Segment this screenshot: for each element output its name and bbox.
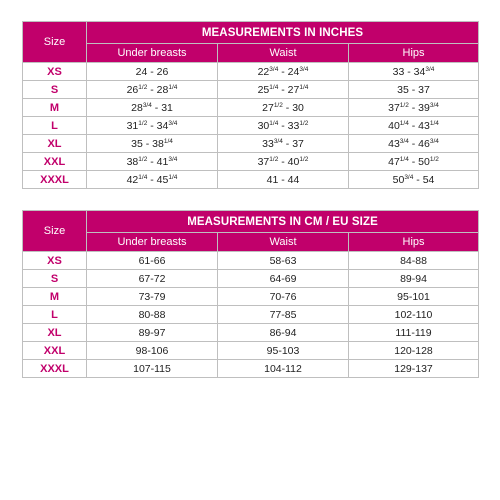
waist-cell: 86-94	[218, 324, 349, 342]
hips-cell: $50^{3/4} - 54$	[349, 171, 479, 189]
waist-cell: $25^{1/4} - 27^{1/4}$	[218, 81, 349, 99]
hips-cell: 111-119	[349, 324, 479, 342]
size-column-header: Size	[23, 22, 87, 63]
under-breasts-cell: $38^{1/2} - 41^{3/4}$	[87, 153, 218, 171]
table-row	[23, 135, 479, 153]
waist-header: Waist	[218, 44, 349, 63]
table-row	[23, 81, 479, 99]
size-label: XXXL	[23, 360, 87, 378]
size-label: XS	[23, 252, 87, 270]
waist-cell: $30^{1/4} - 33^{1/2}$	[218, 117, 349, 135]
under-breasts-cell: 107-115	[87, 360, 218, 378]
waist-cell: 104-112	[218, 360, 349, 378]
hips-cell: $43^{3/4} - 46^{3/4}$	[349, 135, 479, 153]
under-breasts-cell: 89-97	[87, 324, 218, 342]
under-breasts-cell: $26^{1/2} - 28^{1/4}$	[87, 81, 218, 99]
table-row	[23, 153, 479, 171]
size-label: XL	[23, 135, 87, 153]
under-breasts-cell: $35 - 38^{1/4}$	[87, 135, 218, 153]
size-label: L	[23, 306, 87, 324]
size-label: XXXL	[23, 171, 87, 189]
under-breasts-header: Under breasts	[87, 233, 218, 252]
table-row	[23, 117, 479, 135]
cm-size-table	[22, 210, 479, 378]
size-label: XS	[23, 63, 87, 81]
size-label: S	[23, 270, 87, 288]
waist-cell: 77-85	[218, 306, 349, 324]
table-row	[23, 171, 479, 189]
inches-table-title: MEASUREMENTS IN INCHES	[87, 22, 479, 44]
size-label: XXL	[23, 342, 87, 360]
table-row	[23, 306, 479, 324]
hips-cell: 129-137	[349, 360, 479, 378]
table-row	[23, 99, 479, 117]
size-label: XL	[23, 324, 87, 342]
waist-cell: $33^{3/4} - 37$	[218, 135, 349, 153]
table-row	[23, 324, 479, 342]
table-row	[23, 360, 479, 378]
under-breasts-header: Under breasts	[87, 44, 218, 63]
hips-cell: $40^{1/4} - 43^{1/4}$	[349, 117, 479, 135]
under-breasts-cell: $42^{1/4} - 45^{1/4}$	[87, 171, 218, 189]
table-row	[23, 252, 479, 270]
table-row	[23, 63, 479, 81]
inches-table-body	[23, 63, 479, 189]
hips-header: Hips	[349, 233, 479, 252]
size-label: L	[23, 117, 87, 135]
cm-table-title: MEASUREMENTS IN CM / EU SIZE	[87, 211, 479, 233]
table-row	[23, 288, 479, 306]
waist-cell: 95-103	[218, 342, 349, 360]
under-breasts-cell: 80-88	[87, 306, 218, 324]
hips-cell: $33 - 34^{3/4}$	[349, 63, 479, 81]
table-row	[23, 342, 479, 360]
hips-cell: $37^{1/2} - 39^{3/4}$	[349, 99, 479, 117]
waist-cell: $37^{1/2} - 40^{1/2}$	[218, 153, 349, 171]
size-column-header: Size	[23, 211, 87, 252]
under-breasts-cell: 61-66	[87, 252, 218, 270]
size-label: M	[23, 288, 87, 306]
cm-table-body	[23, 252, 479, 378]
hips-cell: 102-110	[349, 306, 479, 324]
waist-cell: $22^{3/4} - 24^{3/4}$	[218, 63, 349, 81]
hips-cell: $47^{1/4} - 50^{1/2}$	[349, 153, 479, 171]
size-label: XXL	[23, 153, 87, 171]
under-breasts-cell: $31^{1/2} - 34^{3/4}$	[87, 117, 218, 135]
waist-cell: 64-69	[218, 270, 349, 288]
hips-cell: 84-88	[349, 252, 479, 270]
waist-cell: 41 - 44	[218, 171, 349, 189]
under-breasts-cell: 24 - 26	[87, 63, 218, 81]
under-breasts-cell: 98-106	[87, 342, 218, 360]
hips-cell: 35 - 37	[349, 81, 479, 99]
size-label: M	[23, 99, 87, 117]
waist-cell: $27^{1/2} - 30$	[218, 99, 349, 117]
waist-cell: 58-63	[218, 252, 349, 270]
inches-size-table	[22, 21, 479, 189]
table-row	[23, 270, 479, 288]
under-breasts-cell: $28^{3/4} - 31$	[87, 99, 218, 117]
under-breasts-cell: 73-79	[87, 288, 218, 306]
under-breasts-cell: 67-72	[87, 270, 218, 288]
waist-header: Waist	[218, 233, 349, 252]
hips-cell: 95-101	[349, 288, 479, 306]
hips-header: Hips	[349, 44, 479, 63]
waist-cell: 70-76	[218, 288, 349, 306]
hips-cell: 89-94	[349, 270, 479, 288]
hips-cell: 120-128	[349, 342, 479, 360]
size-label: S	[23, 81, 87, 99]
